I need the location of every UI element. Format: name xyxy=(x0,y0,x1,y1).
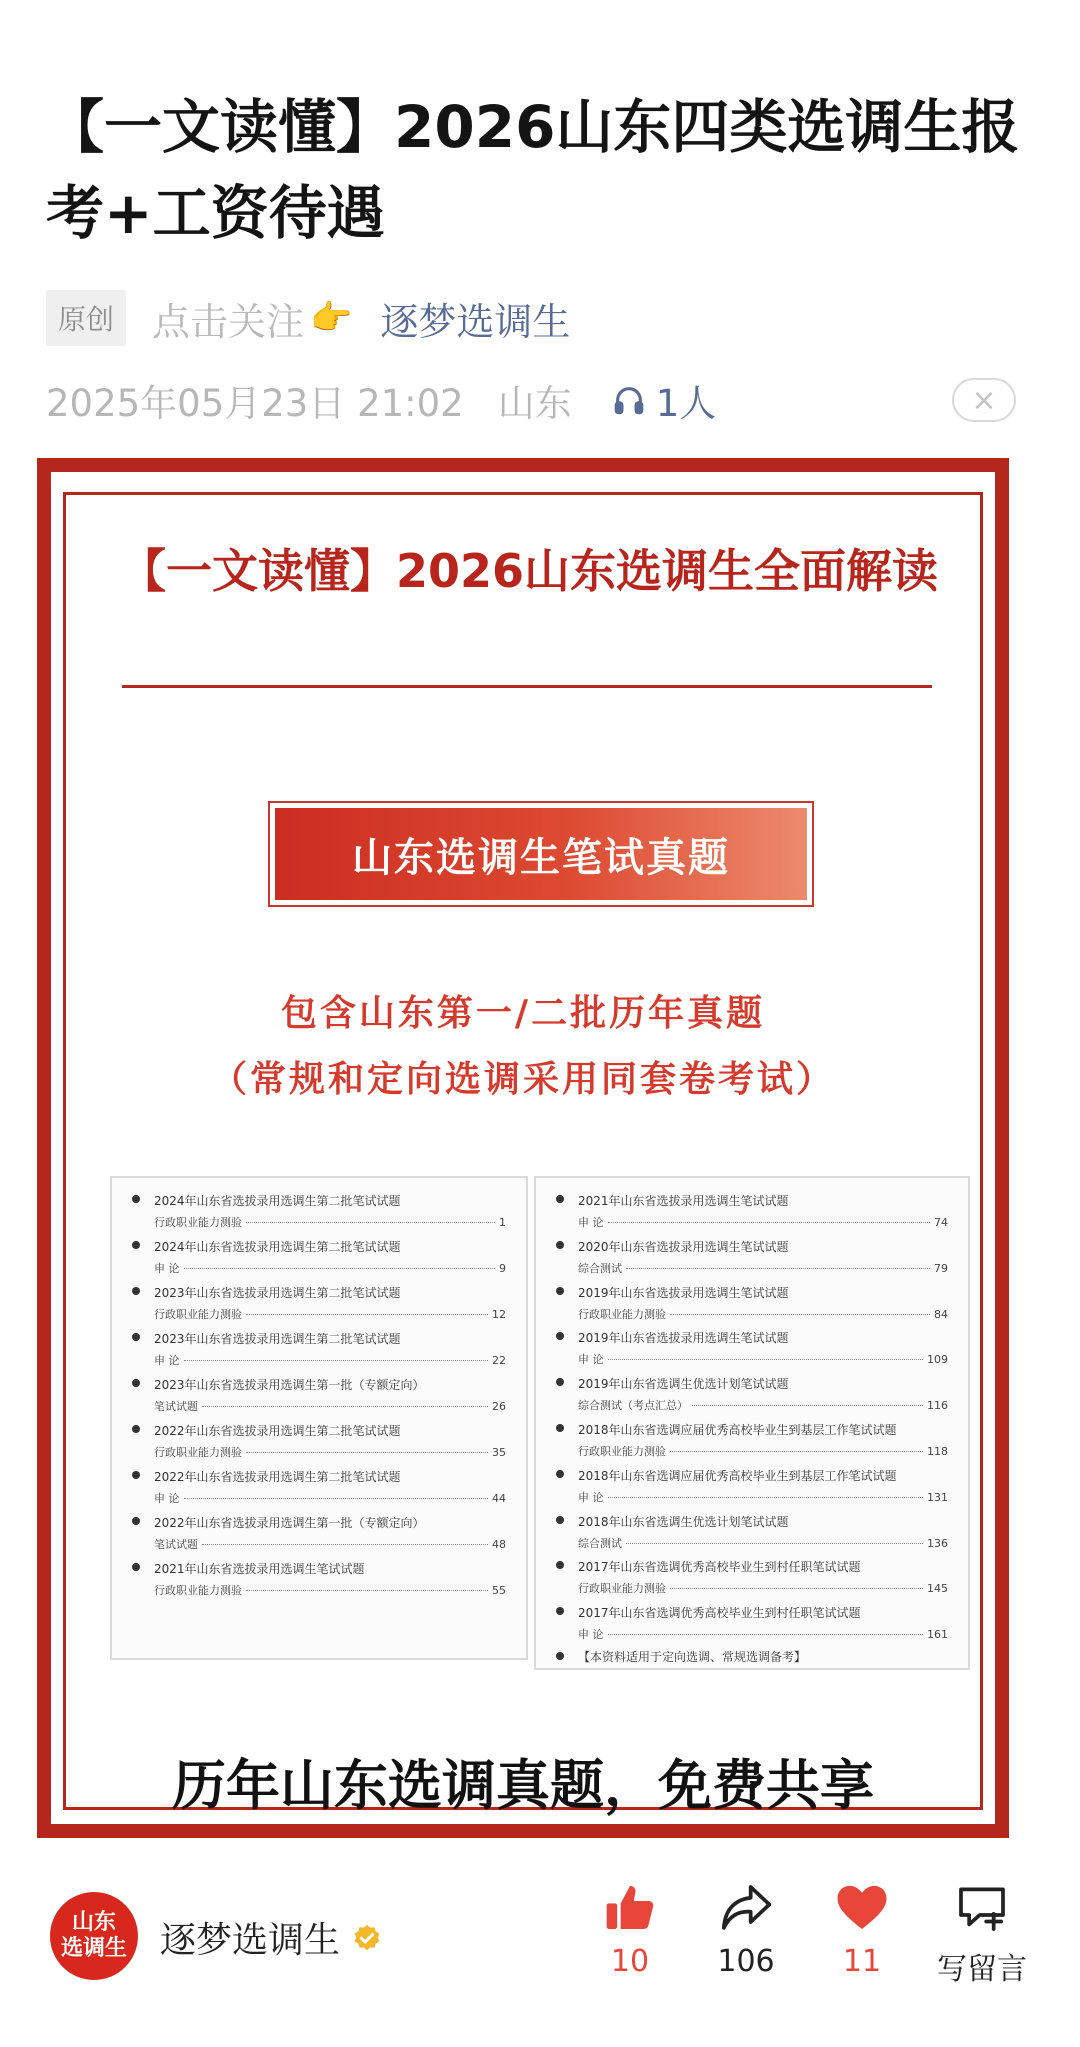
poster-title: 【一文读懂】2026山东选调生全面解读 xyxy=(120,544,939,598)
toc-entry-line xyxy=(578,1214,948,1230)
toc-entry xyxy=(122,1186,516,1232)
toc-entry xyxy=(546,1598,958,1644)
toc-note xyxy=(546,1644,958,1670)
toc-entry-page: 1 xyxy=(499,1216,506,1229)
comment-button[interactable] xyxy=(924,1880,1040,1988)
toc-entry-line xyxy=(154,1582,506,1598)
toc-entry-line xyxy=(578,1397,948,1413)
toc-entry-subject: 申 论 xyxy=(154,1492,180,1505)
avatar-text-2: 选调生 xyxy=(60,1936,127,1961)
account-name-link[interactable] xyxy=(160,1912,382,1963)
verified-badge-icon xyxy=(352,1923,382,1953)
comment-plus-icon xyxy=(954,1880,1010,1936)
toc-entry-subject: 申 论 xyxy=(578,1353,604,1367)
bullet-icon xyxy=(132,1517,140,1525)
bullet-icon xyxy=(556,1607,564,1615)
toc-entry-page: 136 xyxy=(927,1536,948,1550)
toc-entry-title: 2019年山东省选调生优选计划笔试试题 xyxy=(578,1377,789,1392)
toc-entry-page: 116 xyxy=(927,1399,948,1413)
toc-entry-subject: 申 论 xyxy=(154,1354,180,1367)
toc-entry-subject: 申 论 xyxy=(578,1628,604,1642)
toc-entry xyxy=(546,1232,958,1278)
listener-count: 1人 xyxy=(655,382,717,425)
toc-entry-title: 2021年山东省选拔录用选调生笔试试题 xyxy=(578,1194,789,1208)
bullet-icon xyxy=(132,1195,140,1203)
poster-bottom-text: 历年山东选调真题，免费共享 xyxy=(172,1754,874,1817)
toc-entry-subject: 综合测试（考点汇总） xyxy=(578,1399,688,1413)
toc-entry xyxy=(546,1415,958,1461)
toc-entry xyxy=(546,1552,958,1598)
headphones-icon xyxy=(612,383,646,417)
heart-button[interactable] xyxy=(812,1880,912,1979)
toc-entry-line xyxy=(578,1443,948,1459)
toc-entry-subject: 行政职业能力测验 xyxy=(578,1307,666,1321)
toc-entry-title: 2024年山东省选拔录用选调生第二批笔试试题 xyxy=(154,1240,401,1254)
toc-entry-line xyxy=(154,1490,506,1506)
toc-entry-title: 2019年山东省选拔录用选调生笔试试题 xyxy=(578,1331,789,1346)
toc-entry-title: 2018年山东省选调应届优秀高校毕业生到基层工作笔试试题 xyxy=(578,1468,897,1483)
toc-entry-line xyxy=(154,1260,506,1276)
toc-entry-line xyxy=(578,1535,948,1551)
toc-leader-dots xyxy=(626,1543,923,1544)
toc-leader-dots xyxy=(608,1497,924,1498)
toc-leader-dots xyxy=(692,1405,923,1406)
toc-entry xyxy=(546,1186,958,1232)
bullet-icon xyxy=(132,1471,140,1479)
toc-entry-title: 2022年山东省选拔录用选调生第二批笔试试题 xyxy=(154,1470,401,1484)
toc-leader-dots xyxy=(246,1314,488,1315)
bullet-icon xyxy=(132,1241,140,1249)
pointing-hand-icon: 👉 xyxy=(310,298,353,338)
toc-entry-page: 35 xyxy=(492,1446,506,1459)
toc-entry xyxy=(122,1508,516,1554)
bullet-icon xyxy=(556,1332,564,1340)
toc-entry xyxy=(122,1324,516,1370)
toc-entry-page: 26 xyxy=(492,1400,506,1413)
toc-entry-title: 2017年山东省选调优秀高校毕业生到村任职笔试试题 xyxy=(578,1560,861,1575)
toc-entry-page: 9 xyxy=(499,1262,506,1275)
toc-entry-title: 2021年山东省选拔录用选调生笔试试题 xyxy=(154,1562,365,1576)
toc-entry-line xyxy=(578,1351,948,1367)
poster-subtitle-2: （常规和定向选调采用同套卷考试） xyxy=(210,1059,835,1100)
toc-entry-page: 131 xyxy=(927,1490,948,1504)
toc-leader-dots xyxy=(608,1222,931,1223)
avatar[interactable] xyxy=(50,1892,138,1980)
toc-entry-page: 161 xyxy=(927,1628,948,1642)
toc-entry-subject: 行政职业能力测验 xyxy=(154,1216,242,1229)
toc-note-text: 【本资料适用于定向选调、常规选调备考】 xyxy=(578,1649,807,1664)
bullet-icon xyxy=(556,1561,564,1569)
thumbs-up-icon xyxy=(602,1880,658,1936)
bottom-action-bar xyxy=(0,1870,1080,2020)
bullet-icon xyxy=(556,1287,564,1295)
toc-entry-title: 2023年山东省选拔录用选调生第一批（专额定向） xyxy=(154,1378,425,1392)
share-count: 106 xyxy=(717,1944,775,1979)
poster-image xyxy=(37,458,1009,1838)
toc-left xyxy=(110,1176,528,1660)
comment-label: 写留言 xyxy=(937,1952,1027,1987)
bullet-icon xyxy=(556,1516,564,1524)
bullet-icon xyxy=(132,1563,140,1571)
bullet-icon xyxy=(556,1652,564,1660)
heart-count: 11 xyxy=(842,1944,882,1979)
like-button[interactable] xyxy=(580,1880,680,1979)
share-button[interactable] xyxy=(696,1880,796,1979)
toc-entry-line xyxy=(154,1444,506,1460)
toc-entry-subject: 笔试试题 xyxy=(154,1400,198,1413)
toc-entry-title: 2018年山东省选调应届优秀高校毕业生到基层工作笔试试题 xyxy=(578,1422,897,1437)
toc-entry-line xyxy=(154,1306,506,1322)
toc-leader-dots xyxy=(670,1588,923,1589)
toc-entry-subject: 行政职业能力测验 xyxy=(578,1582,666,1596)
toc-leader-dots xyxy=(246,1452,488,1453)
toc-entry xyxy=(122,1416,516,1462)
poster-inner-frame xyxy=(63,492,983,1817)
toc-entry-page: 55 xyxy=(492,1584,506,1597)
toc-entry-page: 109 xyxy=(927,1353,948,1367)
bullet-icon xyxy=(132,1287,140,1295)
toc-leader-dots xyxy=(184,1498,489,1499)
like-count: 10 xyxy=(610,1944,650,1979)
toc-entry-title: 2019年山东省选拔录用选调生笔试试题 xyxy=(578,1285,789,1300)
toc-entry-subject: 申 论 xyxy=(578,1490,604,1504)
follow-label: 点击关注 xyxy=(152,299,305,344)
bullet-icon xyxy=(556,1195,564,1203)
share-arrow-icon xyxy=(718,1880,774,1936)
bullet-icon xyxy=(556,1378,564,1386)
toc-entry xyxy=(122,1278,516,1324)
toc-entry xyxy=(122,1462,516,1508)
bullet-icon xyxy=(132,1379,140,1387)
toc-entry-page: 79 xyxy=(934,1261,948,1275)
bullet-icon xyxy=(556,1241,564,1249)
toc-leader-dots xyxy=(670,1314,930,1315)
toc-entry-page: 22 xyxy=(492,1354,506,1367)
toc-leader-dots xyxy=(608,1634,924,1635)
toc-leader-dots xyxy=(246,1590,488,1591)
toc-leader-dots xyxy=(670,1451,923,1452)
article-meta xyxy=(46,292,570,344)
toc-entry-line xyxy=(578,1260,948,1276)
poster-subtitle-1: 包含山东第一/二批历年真题 xyxy=(280,993,766,1034)
bullet-icon xyxy=(556,1470,564,1478)
toc-entry xyxy=(546,1461,958,1507)
toc-entry xyxy=(546,1278,958,1324)
toc-entry-subject: 行政职业能力测验 xyxy=(578,1444,666,1458)
toc-entry-title: 2017年山东省选调优秀高校毕业生到村任职笔试试题 xyxy=(578,1606,861,1621)
bullet-icon xyxy=(556,1424,564,1432)
toc-entry-page: 44 xyxy=(492,1492,506,1505)
toc-leader-dots xyxy=(202,1544,488,1545)
follow-link[interactable] xyxy=(152,291,352,346)
publish-location: 山东 xyxy=(497,382,572,425)
bullet-icon xyxy=(132,1333,140,1341)
bullet-icon xyxy=(132,1425,140,1433)
toc-entry xyxy=(546,1369,958,1415)
author-link[interactable]: 逐梦选调生 xyxy=(380,299,571,344)
listen-button[interactable] xyxy=(612,373,717,427)
toc-entry-subject: 综合测试 xyxy=(578,1536,622,1550)
toc-entry-page: 84 xyxy=(934,1307,948,1321)
toc-left-list xyxy=(122,1186,516,1600)
toc-leader-dots xyxy=(184,1268,496,1269)
poster-divider xyxy=(122,685,932,688)
toc-entry-line xyxy=(578,1580,948,1596)
poster-banner-text: 山东选调生笔试真题 xyxy=(275,808,807,900)
toc-entry xyxy=(122,1554,516,1600)
account-name: 逐梦选调生 xyxy=(160,1920,341,1961)
toc-entry-subject: 笔试试题 xyxy=(154,1538,198,1551)
toc-entry-page: 118 xyxy=(927,1444,948,1458)
toc-entry-title: 2024年山东省选拔录用选调生第二批笔试试题 xyxy=(154,1194,401,1208)
article-title: 【一文读懂】2026山东四类选调生报考+工资待遇 xyxy=(46,93,1020,247)
toc-leader-dots xyxy=(626,1268,930,1269)
toc-entry-line xyxy=(578,1306,948,1322)
toc-entry-subject: 行政职业能力测验 xyxy=(154,1446,242,1459)
toc-leader-dots xyxy=(246,1222,495,1223)
toc-entry-subject: 申 论 xyxy=(154,1262,180,1275)
article-info xyxy=(46,372,716,428)
toc-entry-line xyxy=(154,1214,506,1230)
toc-entry-line xyxy=(154,1398,506,1414)
toc-entry-page: 74 xyxy=(934,1216,948,1229)
toc-entry-subject: 行政职业能力测验 xyxy=(154,1584,242,1597)
toc-entry-subject: 行政职业能力测验 xyxy=(154,1308,242,1321)
publish-date: 2025年05月23日 21:02 xyxy=(46,382,464,425)
toc-entry-title: 2022年山东省选拔录用选调生第一批（专额定向） xyxy=(154,1516,425,1530)
toc-entry-page: 12 xyxy=(492,1308,506,1321)
toc-entry-line xyxy=(154,1536,506,1552)
heart-icon xyxy=(834,1880,890,1936)
toc-entry-title: 2018年山东省选调生优选计划笔试试题 xyxy=(578,1514,789,1529)
toc-leader-dots xyxy=(202,1406,488,1407)
original-badge: 原创 xyxy=(46,290,126,346)
toc-entry xyxy=(546,1507,958,1553)
toc-entry xyxy=(122,1232,516,1278)
toc-entry-line xyxy=(578,1489,948,1505)
toc-entry-title: 2023年山东省选拔录用选调生第二批笔试试题 xyxy=(154,1286,401,1300)
toc-right-list xyxy=(546,1186,958,1644)
poster-banner xyxy=(268,801,814,907)
toc-entry xyxy=(122,1370,516,1416)
toc-entry-line xyxy=(578,1626,948,1642)
toc-right xyxy=(534,1176,970,1670)
toc-entry xyxy=(546,1323,958,1369)
toc-entry-title: 2020年山东省选拔录用选调生笔试试题 xyxy=(578,1239,789,1254)
toc-entry-subject: 申 论 xyxy=(578,1216,604,1229)
toc-entry-title: 2023年山东省选拔录用选调生第二批笔试试题 xyxy=(154,1332,401,1346)
toc-leader-dots xyxy=(184,1360,489,1361)
toc-entry-page: 48 xyxy=(492,1538,506,1551)
avatar-text-1: 山东 xyxy=(71,1910,116,1935)
toc-entry-line xyxy=(154,1352,506,1368)
toc-leader-dots xyxy=(608,1359,924,1360)
close-icon[interactable]: × xyxy=(952,378,1016,422)
toc-entry-page: 145 xyxy=(927,1582,948,1596)
toc-entry-subject: 综合测试 xyxy=(578,1261,622,1275)
toc-entry-title: 2022年山东省选拔录用选调生第二批笔试试题 xyxy=(154,1424,401,1438)
